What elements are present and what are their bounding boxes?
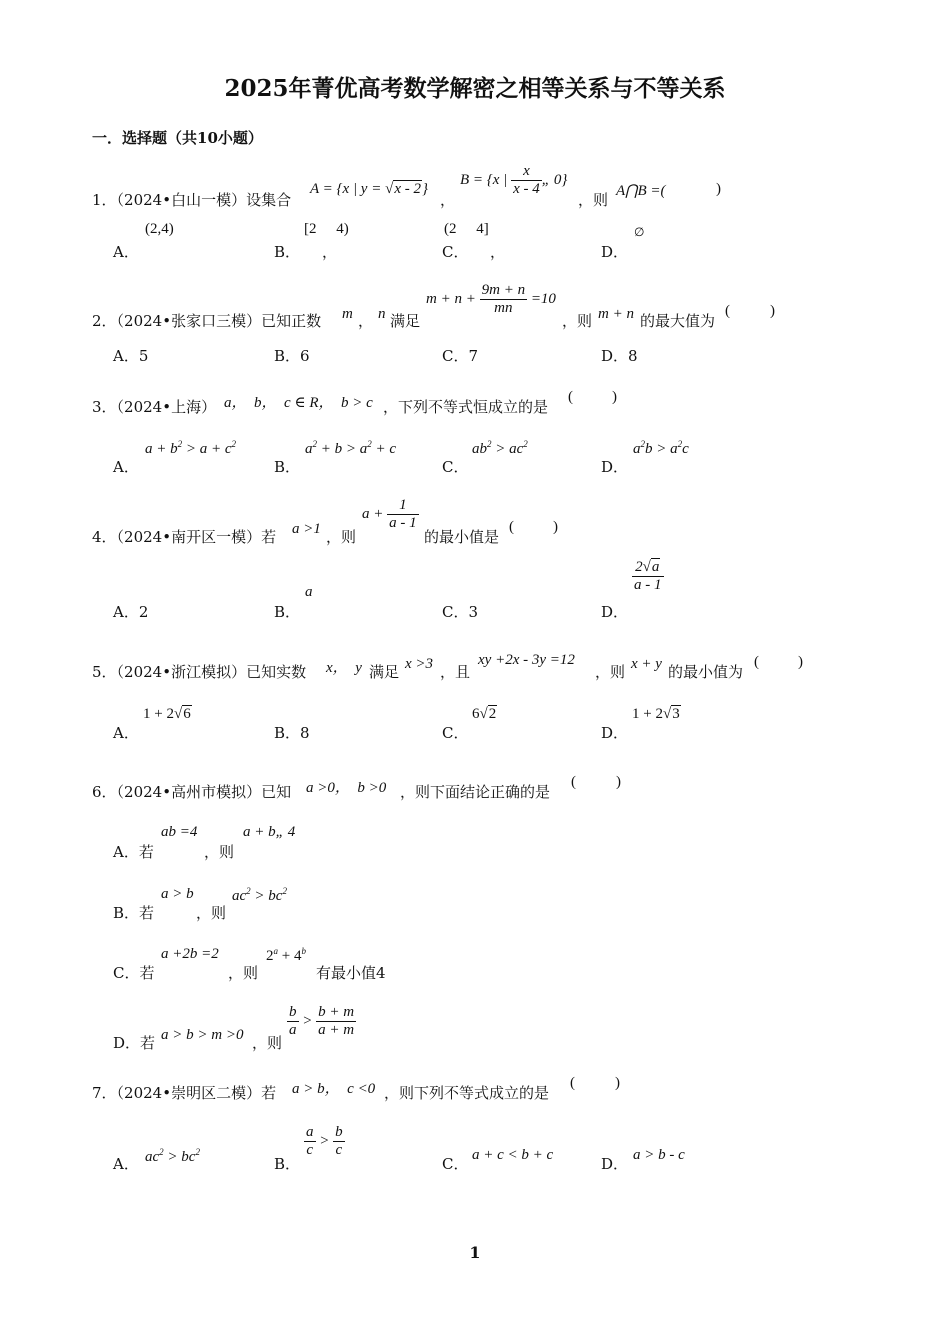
q4-expression: a + $\frac{1}{a - 1}$ (362, 497, 417, 531)
q1-option-c-value: (2 4] (444, 221, 489, 237)
q5-option-a: 1 + 2√6 (143, 706, 191, 722)
q5-stem: 5．（2024•浙江模拟）已知实数 (92, 663, 307, 681)
q6-option-c-expression: $2^a + 4^b$ (266, 946, 306, 964)
q7-option-b: $\frac{a}{c}$ > $\frac{b}{c}$ (306, 1124, 343, 1158)
q1-sep: ， (440, 191, 456, 209)
q5-option-b: B．8 (274, 724, 310, 742)
q6-option-b-conclusion: $ac^2 > bc^2$ (232, 886, 287, 904)
q6-option-a-conclusion: a + b„ 4 (243, 824, 296, 840)
q5-option-d: 1 + 2√3 (632, 706, 680, 722)
page-title: 2025年菁优高考数学解密之相等关系与不等关系 (224, 75, 726, 102)
q3-option-d: $a^2b > a^2c$ (633, 439, 689, 457)
q2-option-d: D．8 (601, 347, 638, 365)
q4-option-d: $\frac{2√a}{a - 1}$ (634, 559, 662, 593)
q2-option-a: A．5 (113, 347, 149, 365)
q1-option-d-value: ∅ (634, 225, 645, 239)
q3-option-b: $a^2 + b > a^2 + c$ (305, 439, 397, 457)
q1-intersection: A⋂B =( (616, 183, 666, 199)
q6-option-c-label: C．若 (113, 964, 155, 982)
q7-option-c: a + c < b + c (472, 1147, 554, 1163)
q2-option-b: B．6 (274, 347, 310, 365)
page-number: 1 (469, 1243, 481, 1262)
q1-set-b: B = {x | $\frac{x}{x - 4}$ „ 0} (460, 163, 568, 197)
q1-then: ，则 (578, 191, 609, 209)
q2-stem: 2．（2024•张家口三模）已知正数 (92, 312, 322, 330)
q1-option-d-label: D． (601, 243, 629, 261)
q1-set-a: A = {x | y = √x - 2} (310, 181, 428, 197)
q1-option-c-label: C． (442, 243, 469, 261)
q4-option-a: A．2 (113, 603, 149, 621)
q7-option-a: $ac^2 > bc^2$ (145, 1147, 200, 1165)
q5-option-c: 6√2 (472, 706, 497, 722)
q4-option-c: C．3 (442, 603, 479, 621)
q7-stem: 7．（2024•崇明区二模）若 (92, 1084, 277, 1102)
q2-option-c: C．7 (442, 347, 479, 365)
q1-stem: 1．（2024•白山一模）设集合 (92, 191, 292, 209)
q3-stem: 3．（2024•上海） (92, 398, 217, 416)
q1-option-b-label: B． (274, 243, 301, 261)
q3-option-a: $a + b^2 > a + c^2$ (145, 439, 237, 457)
q4-option-b: a (305, 584, 313, 600)
q3-option-c: $ab^2 > ac^2$ (472, 439, 528, 457)
q6-option-b-label: B．若 (113, 904, 155, 922)
q6-option-d-conclusion: $\frac{b}{a}$ > $\frac{b + m}{a + m}$ (289, 1004, 355, 1038)
q1-option-a-value: (2,4) (145, 221, 174, 237)
section-heading: 一．选择题（共10小题） (92, 129, 263, 147)
q1-option-b-value: [2 4) (304, 221, 349, 237)
q6-stem: 6．（2024•高州市模拟）已知 (92, 783, 292, 801)
q1-option-a-label: A． (113, 243, 139, 261)
q2-equation: m + n + $\frac{9m + n}{mn}$ =10 (426, 282, 556, 316)
q6-option-d-label: D．若 (113, 1034, 156, 1052)
q4-stem: 4．（2024•南开区一模）若 (92, 528, 277, 546)
q6-option-a-label: A．若 (113, 843, 154, 861)
q7-option-d: a > b - c (633, 1147, 685, 1163)
document-page: 2025年菁优高考数学解密之相等关系与不等关系 一．选择题（共10小题） 1．（2024•白山一模）设集合 A = {x | y = √x - 2} ， B = {x | $\frac{x}{x - 4}$ „ 0} ，则 A⋂B =( ) A． (2,4) B． [2 4) ， C． (2 4] ， D． ∅ 2．（2024•张家口三模）已知正数 m ， n 满足 m + n + $\frac{9m + n}{mn}$ =10 ，则 m + n 的最大值为 ( ) A．5 B．6 C．7 D．8 3．（2024•上海） a， b， c ∈ R， b > c ，下列不等式恒成立的是 ( ) A． $a + b^2 > a + c^2$ B． $a^2 + b > a^2 + c$ C． $ab^2 > ac^2$ D． $a^2b > a^2c$ 4．（2024•南开区一模）若 a >1 ，则 a + $\frac{1}{a - 1}$ 的最小值是 ( ) A．2 B． a C．3 D． $\frac{2√a}{a - 1}$ 5．（2024•浙江模拟）已知实数 x， y 满足 x >3 ，且 xy +2x - 3y =12 ，则 x + y 的最小值为 ( ) A． 1 + 2√6 B．8 C． 6√2 D． 1 + 2√3 6．（2024•高州市模拟）已知 a >0， b >0 ，则下面结论正确的是 ( ) A．若 ab =4 ，则 a + b„ 4 B．若 a > b ，则 $ac^2 > bc^2$ C．若 a +2b =2 ，则 $2^a + 4^b$ 有最小值4 D．若 a > b > m >0 ，则 $\frac{b}{a}$ > $\frac{b + m}{a + m}$ 7．（2024•崇明区二模）若 a > b， c <0 ，则下列不等式成立的是 ( ) A． $ac^2 > bc^2$ B． $\frac{a}{c}$ > $\frac{b}{c}$ C． a + c < b + c D． a > b - c 1 (0, 0, 950, 1344)
